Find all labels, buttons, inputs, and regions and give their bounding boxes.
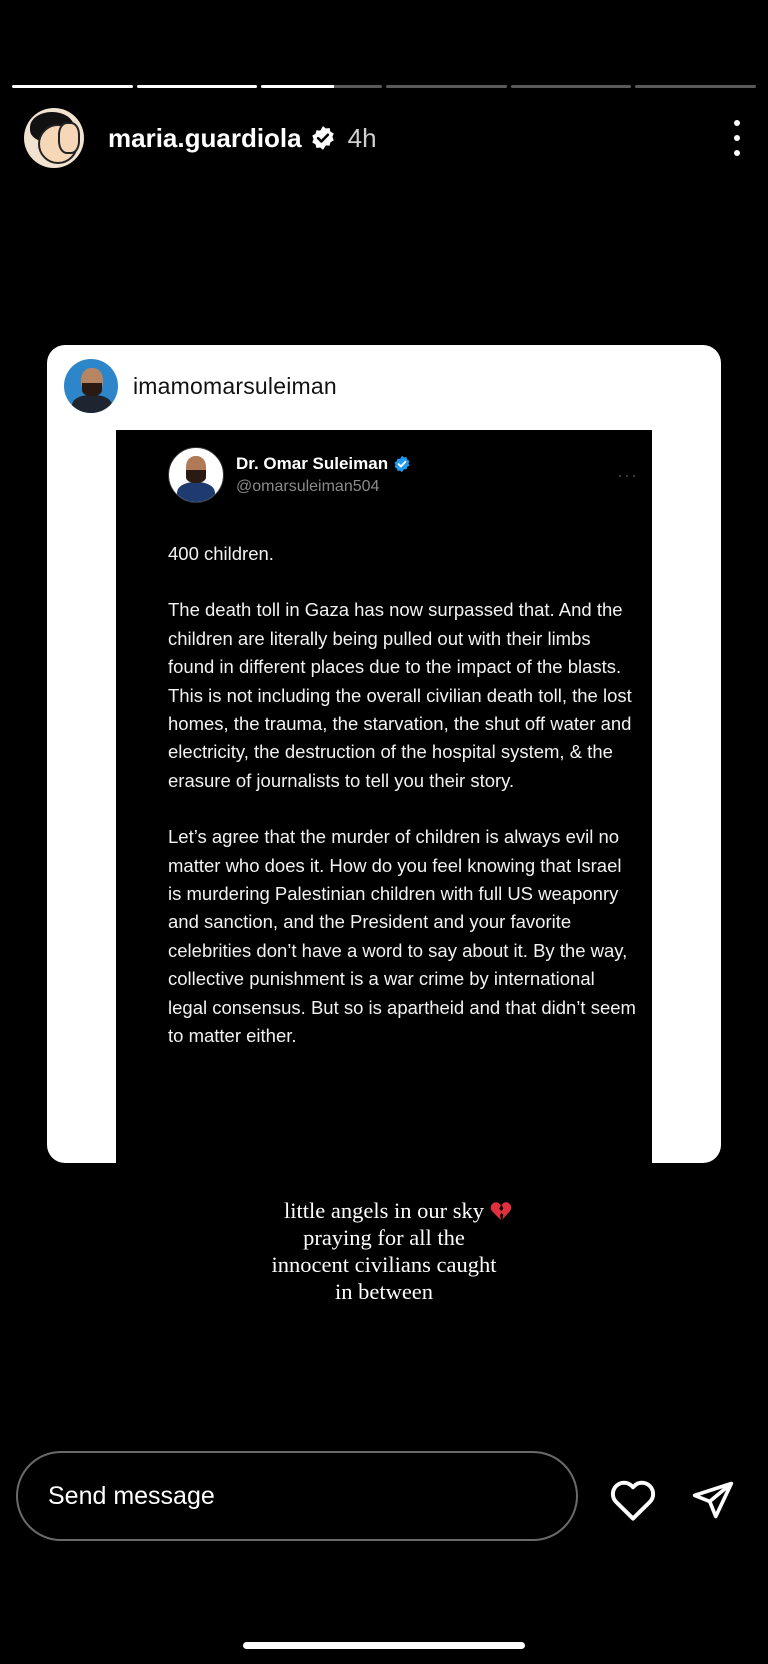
tweet-author-name-text: Dr. Omar Suleiman bbox=[236, 454, 389, 473]
tweet-author-handle: @omarsuleiman504 bbox=[236, 478, 380, 495]
tweet-more-icon: ··· bbox=[617, 464, 638, 485]
tweet-header bbox=[168, 447, 638, 503]
post-author-username[interactable]: imamomarsuleiman bbox=[133, 372, 337, 399]
progress-segment bbox=[511, 85, 632, 88]
broken-heart-icon bbox=[490, 1201, 512, 1221]
send-message-placeholder: Send message bbox=[48, 1481, 215, 1510]
story-caption-text: little angels in our sky praying for all the innocent civilians caught in between bbox=[271, 1198, 497, 1304]
progress-segment bbox=[261, 85, 382, 88]
story-username[interactable]: maria.guardiola bbox=[108, 122, 302, 153]
verified-badge-icon bbox=[310, 125, 336, 151]
post-author-avatar[interactable] bbox=[64, 359, 118, 413]
paper-plane-icon[interactable] bbox=[690, 1478, 736, 1522]
more-vertical-icon[interactable] bbox=[730, 120, 744, 156]
story-caption bbox=[0, 1197, 768, 1305]
tweet-body bbox=[168, 540, 638, 1079]
story-header bbox=[24, 106, 744, 170]
tweet-paragraph: The death toll in Gaza has now surpassed that. And the children are literally being pulled out with their limbs found in different places due to the impact of the blasts. This is not including the overall civilian death toll, the lost homes, the trauma, the starvation, the shut off water and electricity, the destruction of the hospital system, & the erasure of journalists to tell you their story. bbox=[168, 599, 632, 791]
shared-post-card[interactable] bbox=[47, 345, 721, 1163]
story-progress-bar bbox=[12, 85, 756, 88]
story-timestamp: 4h bbox=[347, 122, 377, 153]
story-user-avatar[interactable] bbox=[24, 108, 84, 168]
home-indicator[interactable] bbox=[243, 1642, 525, 1649]
progress-segment bbox=[12, 85, 133, 88]
tweet-author-avatar bbox=[168, 447, 224, 503]
heart-icon[interactable] bbox=[609, 1478, 657, 1522]
progress-segment bbox=[635, 85, 756, 88]
tweet-author-name bbox=[236, 454, 411, 474]
tweet-screenshot bbox=[116, 430, 652, 1163]
progress-segment bbox=[137, 85, 258, 88]
send-message-input[interactable] bbox=[16, 1451, 578, 1541]
tweet-paragraph: Let’s agree that the murder of children is always evil no matter who does it. How do you feel knowing that Israel is murdering Palestinian children with full US weaponry and sanction, and the President and your favorite celebrities don’t have a word to say about it. By the way, collective punishment is a war crime by international legal consensus. But so is apartheid and that didn’t seem to matter either. bbox=[168, 826, 636, 1047]
verified-badge-icon bbox=[393, 455, 411, 473]
tweet-paragraph: 400 children. bbox=[168, 543, 274, 564]
progress-segment bbox=[386, 85, 507, 88]
shared-post-header bbox=[64, 359, 337, 413]
